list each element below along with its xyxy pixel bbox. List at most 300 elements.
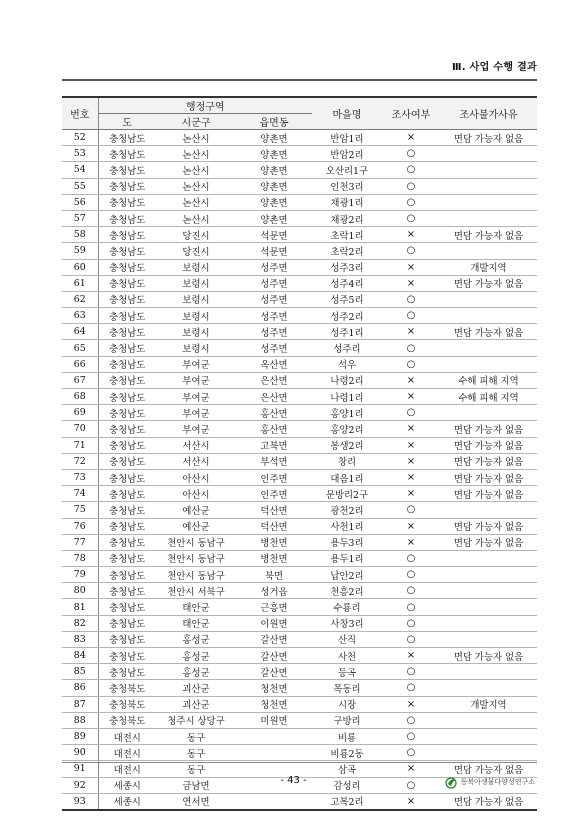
row-survey-status: ×: [382, 486, 440, 502]
row-district: 예산군: [156, 518, 236, 534]
row-number: 82: [62, 615, 98, 631]
row-district: 동구: [156, 761, 236, 777]
row-district: 금남면: [156, 777, 236, 793]
row-village: 채광1리: [312, 194, 382, 210]
footer-divider: [62, 762, 537, 763]
row-town: 성주면: [236, 275, 312, 291]
row-reason: 면담 가능자 없음: [440, 534, 537, 550]
row-survey-status: ×: [382, 696, 440, 712]
row-number: 68: [62, 389, 98, 405]
row-town: 청천면: [236, 680, 312, 696]
row-reason: [440, 664, 537, 680]
table-row: [62, 437, 537, 453]
row-province: 충청북도: [98, 680, 156, 696]
col-header-do: 도: [98, 114, 156, 130]
row-province: 충청남도: [98, 308, 156, 324]
row-district: 논산시: [156, 162, 236, 178]
table-row: [62, 728, 537, 744]
row-town: 양촌면: [236, 178, 312, 194]
row-province: 충청북도: [98, 696, 156, 712]
row-reason: [440, 194, 537, 210]
row-province: 충청남도: [98, 469, 156, 485]
row-district: 서산시: [156, 437, 236, 453]
row-province: 충청남도: [98, 615, 156, 631]
row-village: 문방리2구: [312, 486, 382, 502]
row-reason: 면담 가능자 없음: [440, 275, 537, 291]
row-town: [236, 793, 312, 810]
row-reason: 면담 가능자 없음: [440, 518, 537, 534]
table-row: [62, 567, 537, 583]
col-header-admin-area: 행정구역: [98, 97, 312, 114]
row-number: 70: [62, 421, 98, 437]
row-number: 87: [62, 696, 98, 712]
table-row: [62, 745, 537, 761]
table-row: [62, 696, 537, 712]
row-reason: 면담 가능자 없음: [440, 227, 537, 243]
row-district: 서산시: [156, 453, 236, 469]
table-row: [62, 389, 537, 405]
row-district: 천안시 동남구: [156, 550, 236, 566]
row-town: 성주면: [236, 324, 312, 340]
table-row: [62, 453, 537, 469]
row-village: 비룡: [312, 728, 382, 744]
table-row: [62, 615, 537, 631]
row-reason: 수해 피해 지역: [440, 372, 537, 388]
row-town: 성주면: [236, 308, 312, 324]
table-row: [62, 130, 537, 146]
row-village: 사천1리: [312, 518, 382, 534]
col-header-eupmyeondong: 읍면동: [236, 114, 312, 130]
row-province: 충청남도: [98, 502, 156, 518]
table-row: [62, 534, 537, 550]
row-district: 부여군: [156, 405, 236, 421]
row-village: 납안2리: [312, 567, 382, 583]
row-town: 이원면: [236, 615, 312, 631]
row-survey-status: ○: [382, 146, 440, 162]
row-village: 창리: [312, 453, 382, 469]
row-province: 충청남도: [98, 243, 156, 259]
row-survey-status: ×: [382, 469, 440, 485]
row-number: 88: [62, 712, 98, 728]
row-village: 봉생2리: [312, 437, 382, 453]
row-reason: 면담 가능자 없음: [440, 453, 537, 469]
row-town: 갈산면: [236, 648, 312, 664]
header-divider: [62, 79, 537, 81]
row-province: 충청남도: [98, 372, 156, 388]
row-number: 66: [62, 356, 98, 372]
row-reason: [440, 631, 537, 647]
row-village: 나령1리: [312, 389, 382, 405]
row-province: 충청남도: [98, 178, 156, 194]
row-number: 74: [62, 486, 98, 502]
row-province: 충청남도: [98, 194, 156, 210]
row-survey-status: ○: [382, 631, 440, 647]
row-number: 81: [62, 599, 98, 615]
row-survey-status: ○: [382, 194, 440, 210]
row-village: 시장: [312, 696, 382, 712]
row-survey-status: ×: [382, 648, 440, 664]
row-province: 충청북도: [98, 712, 156, 728]
row-village: 초락2리: [312, 243, 382, 259]
row-survey-status: ×: [382, 421, 440, 437]
row-town: 성주면: [236, 340, 312, 356]
row-reason: [440, 146, 537, 162]
village-survey-table: [62, 96, 537, 811]
row-number: 85: [62, 664, 98, 680]
row-village: 채광2리: [312, 210, 382, 226]
table-row: [62, 308, 537, 324]
row-district: 부여군: [156, 421, 236, 437]
row-number: 52: [62, 130, 98, 146]
row-district: 아산시: [156, 486, 236, 502]
row-town: 갈산면: [236, 664, 312, 680]
row-reason: 면담 가능자 없음: [440, 648, 537, 664]
row-town: 양촌면: [236, 210, 312, 226]
row-number: 53: [62, 146, 98, 162]
row-survey-status: ×: [382, 518, 440, 534]
table-row: [62, 631, 537, 647]
row-village: 성주리: [312, 340, 382, 356]
table-row: [62, 793, 537, 810]
row-reason: [440, 210, 537, 226]
row-district: 보령시: [156, 340, 236, 356]
row-number: 93: [62, 793, 98, 810]
row-village: 성주5리: [312, 291, 382, 307]
row-district: 동구: [156, 728, 236, 744]
org-name: 동북아생물다양성연구소: [460, 778, 535, 786]
row-village: 구방리: [312, 712, 382, 728]
row-survey-status: ○: [382, 712, 440, 728]
row-reason: [440, 583, 537, 599]
table-row: [62, 405, 537, 421]
table-row: [62, 486, 537, 502]
row-number: 64: [62, 324, 98, 340]
row-town: 청천면: [236, 696, 312, 712]
row-number: 78: [62, 550, 98, 566]
row-district: 보령시: [156, 324, 236, 340]
row-province: 충청남도: [98, 631, 156, 647]
row-village: 성주2리: [312, 308, 382, 324]
row-province: 충청남도: [98, 162, 156, 178]
table-row: [62, 648, 537, 664]
row-village: 등곡: [312, 664, 382, 680]
row-province: 충청남도: [98, 453, 156, 469]
row-number: 91: [62, 761, 98, 777]
row-village: 나령2리: [312, 372, 382, 388]
row-reason: [440, 680, 537, 696]
row-town: 양촌면: [236, 146, 312, 162]
row-survey-status: ×: [382, 437, 440, 453]
row-village: 비룡2동: [312, 745, 382, 761]
row-village: 홍양1리: [312, 405, 382, 421]
row-reason: [440, 550, 537, 566]
row-number: 89: [62, 728, 98, 744]
row-reason: [440, 712, 537, 728]
table-row: [62, 680, 537, 696]
row-province: 대전시: [98, 728, 156, 744]
row-province: 충청남도: [98, 599, 156, 615]
row-province: 충청남도: [98, 534, 156, 550]
row-district: 청주시 상당구: [156, 712, 236, 728]
row-survey-status: ×: [382, 227, 440, 243]
row-town: 고북면: [236, 437, 312, 453]
row-district: 태안군: [156, 615, 236, 631]
row-reason: [440, 162, 537, 178]
row-reason: 개발지역: [440, 259, 537, 275]
row-village: 성주3리: [312, 259, 382, 275]
row-town: 덕산면: [236, 518, 312, 534]
row-reason: [440, 599, 537, 615]
row-survey-status: ×: [382, 275, 440, 291]
row-number: 60: [62, 259, 98, 275]
row-district: 논산시: [156, 194, 236, 210]
row-town: 석문면: [236, 243, 312, 259]
row-district: 당진시: [156, 227, 236, 243]
row-town: 석문면: [236, 227, 312, 243]
row-reason: [440, 308, 537, 324]
row-town: 북면: [236, 567, 312, 583]
row-survey-status: ○: [382, 502, 440, 518]
row-village: 오산리1구: [312, 162, 382, 178]
row-survey-status: ×: [382, 130, 440, 146]
row-province: 충청남도: [98, 664, 156, 680]
row-district: 홍성군: [156, 648, 236, 664]
row-reason: [440, 356, 537, 372]
row-reason: 면담 가능자 없음: [440, 421, 537, 437]
row-number: 59: [62, 243, 98, 259]
row-number: 84: [62, 648, 98, 664]
row-village: 산직: [312, 631, 382, 647]
row-reason: 수해 피해 지역: [440, 389, 537, 405]
row-district: 연서면: [156, 793, 236, 810]
row-number: 62: [62, 291, 98, 307]
table-row: [62, 146, 537, 162]
row-town: 병천면: [236, 550, 312, 566]
row-village: 반암1리: [312, 130, 382, 146]
row-district: 논산시: [156, 178, 236, 194]
row-province: 대전시: [98, 761, 156, 777]
row-province: 충청남도: [98, 421, 156, 437]
row-reason: 면담 가능자 없음: [440, 437, 537, 453]
row-survey-status: ○: [382, 356, 440, 372]
row-survey-status: ○: [382, 178, 440, 194]
row-province: 충청남도: [98, 130, 156, 146]
row-province: 충청남도: [98, 405, 156, 421]
row-survey-status: ×: [382, 324, 440, 340]
table-row: [62, 372, 537, 388]
row-reason: 면담 가능자 없음: [440, 761, 537, 777]
table-row: [62, 518, 537, 534]
row-town: 갈산면: [236, 631, 312, 647]
row-town: 근흥면: [236, 599, 312, 615]
row-survey-status: ○: [382, 777, 440, 793]
table-row: [62, 469, 537, 485]
row-district: 보령시: [156, 308, 236, 324]
row-reason: [440, 502, 537, 518]
row-district: 천안시 동남구: [156, 534, 236, 550]
row-town: 성주면: [236, 291, 312, 307]
row-number: 57: [62, 210, 98, 226]
row-province: 충청남도: [98, 324, 156, 340]
row-number: 67: [62, 372, 98, 388]
row-survey-status: ○: [382, 599, 440, 615]
row-town: 홍산면: [236, 421, 312, 437]
row-survey-status: ○: [382, 210, 440, 226]
row-survey-status: ×: [382, 372, 440, 388]
row-district: 동구: [156, 745, 236, 761]
row-province: 충청남도: [98, 486, 156, 502]
row-survey-status: ○: [382, 291, 440, 307]
row-district: 당진시: [156, 243, 236, 259]
row-town: 덕산면: [236, 502, 312, 518]
row-village: 사천: [312, 648, 382, 664]
row-reason: [440, 405, 537, 421]
row-number: 58: [62, 227, 98, 243]
row-town: 부석면: [236, 453, 312, 469]
row-town: 미원면: [236, 712, 312, 728]
row-town: 옥산면: [236, 356, 312, 372]
row-survey-status: ○: [382, 243, 440, 259]
row-district: 보령시: [156, 275, 236, 291]
org-logo-icon: [444, 775, 458, 789]
row-reason: 면담 가능자 없음: [440, 486, 537, 502]
col-header-village: 마을명: [312, 97, 382, 130]
row-town: [236, 745, 312, 761]
row-town: 은산면: [236, 389, 312, 405]
row-province: 충청남도: [98, 356, 156, 372]
row-number: 69: [62, 405, 98, 421]
row-district: 태안군: [156, 599, 236, 615]
row-province: 충청남도: [98, 291, 156, 307]
row-village: 용두1리: [312, 550, 382, 566]
table-row: [62, 324, 537, 340]
row-survey-status: ○: [382, 745, 440, 761]
row-reason: [440, 745, 537, 761]
page-number: - 43 -: [280, 775, 307, 786]
table-row: [62, 227, 537, 243]
table-row: [62, 599, 537, 615]
col-header-sigungu: 시군구: [156, 114, 236, 130]
row-district: 논산시: [156, 146, 236, 162]
row-village: 광천2리: [312, 502, 382, 518]
row-district: 홍성군: [156, 631, 236, 647]
row-reason: [440, 243, 537, 259]
table-row: [62, 340, 537, 356]
table-row: [62, 583, 537, 599]
row-town: 인주면: [236, 486, 312, 502]
row-number: 54: [62, 162, 98, 178]
row-district: 홍성군: [156, 664, 236, 680]
row-village: 홍양2리: [312, 421, 382, 437]
row-number: 55: [62, 178, 98, 194]
row-province: 충청남도: [98, 227, 156, 243]
row-village: 천흥2리: [312, 583, 382, 599]
row-survey-status: ×: [382, 793, 440, 810]
row-number: 80: [62, 583, 98, 599]
row-town: 성거읍: [236, 583, 312, 599]
row-province: 충청남도: [98, 259, 156, 275]
row-number: 79: [62, 567, 98, 583]
row-district: 부여군: [156, 372, 236, 388]
row-survey-status: ○: [382, 583, 440, 599]
row-survey-status: ×: [382, 259, 440, 275]
row-number: 56: [62, 194, 98, 210]
col-header-no: 번호: [62, 97, 98, 130]
row-district: 괴산군: [156, 680, 236, 696]
row-town: 양촌면: [236, 194, 312, 210]
row-district: 논산시: [156, 130, 236, 146]
row-number: 72: [62, 453, 98, 469]
table-row: [62, 259, 537, 275]
row-province: 충청남도: [98, 146, 156, 162]
row-number: 76: [62, 518, 98, 534]
col-header-surveyed: 조사여부: [382, 97, 440, 130]
row-district: 아산시: [156, 469, 236, 485]
row-town: 홍산면: [236, 405, 312, 421]
row-number: 65: [62, 340, 98, 356]
row-village: 성주1리: [312, 324, 382, 340]
row-town: 은산면: [236, 372, 312, 388]
row-town: 양촌면: [236, 130, 312, 146]
row-survey-status: ○: [382, 550, 440, 566]
row-survey-status: ○: [382, 680, 440, 696]
row-village: 석우: [312, 356, 382, 372]
row-survey-status: ×: [382, 761, 440, 777]
row-survey-status: ○: [382, 567, 440, 583]
row-survey-status: ○: [382, 664, 440, 680]
row-reason: 개발지역: [440, 696, 537, 712]
row-district: 부여군: [156, 356, 236, 372]
row-town: 양촌면: [236, 162, 312, 178]
row-reason: [440, 178, 537, 194]
row-village: 삼곡: [312, 761, 382, 777]
row-village: 반암2리: [312, 146, 382, 162]
row-village: 수룡리: [312, 599, 382, 615]
row-survey-status: ○: [382, 308, 440, 324]
table-row: [62, 550, 537, 566]
row-village: 용두3리: [312, 534, 382, 550]
row-number: 92: [62, 777, 98, 793]
row-survey-status: ×: [382, 453, 440, 469]
row-village: 초락1리: [312, 227, 382, 243]
table-row: [62, 664, 537, 680]
row-reason: [440, 340, 537, 356]
row-number: 83: [62, 631, 98, 647]
row-district: 보령시: [156, 259, 236, 275]
row-province: 충청남도: [98, 437, 156, 453]
org-logo: [444, 775, 535, 789]
row-district: 논산시: [156, 210, 236, 226]
row-village: 대음1리: [312, 469, 382, 485]
row-town: 인주면: [236, 469, 312, 485]
row-village: 감성리: [312, 777, 382, 793]
row-survey-status: ×: [382, 534, 440, 550]
row-survey-status: ○: [382, 340, 440, 356]
row-number: 86: [62, 680, 98, 696]
table-row: [62, 421, 537, 437]
row-district: 천안시 동남구: [156, 567, 236, 583]
row-village: 성주4리: [312, 275, 382, 291]
row-number: 75: [62, 502, 98, 518]
row-number: 90: [62, 745, 98, 761]
section-title: Ⅲ. 사업 수행 결과: [452, 62, 537, 73]
row-reason: [440, 615, 537, 631]
table-row: [62, 194, 537, 210]
row-province: 충청남도: [98, 389, 156, 405]
row-village: 목동리: [312, 680, 382, 696]
row-district: 부여군: [156, 389, 236, 405]
row-reason: [440, 291, 537, 307]
